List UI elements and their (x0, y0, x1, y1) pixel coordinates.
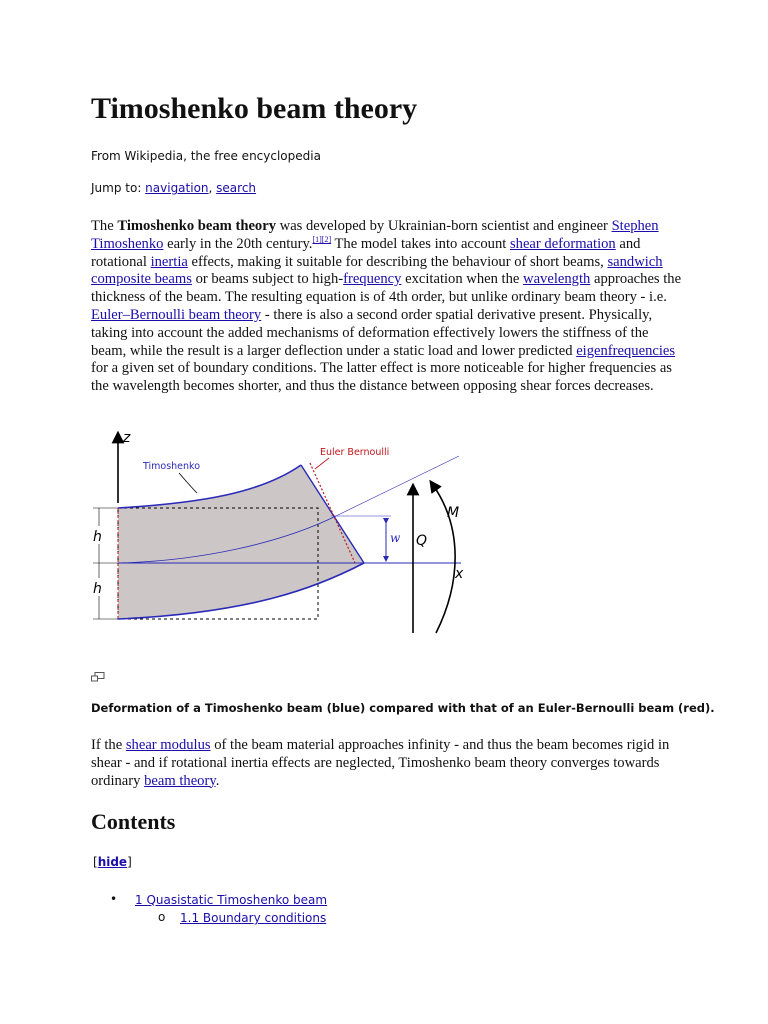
shear-modulus-link[interactable]: shear modulus (125, 737, 211, 753)
x-axis-label: x (455, 566, 464, 582)
h-bottom-label: h (93, 581, 102, 597)
intro-text: early in the 20th century. (163, 235, 313, 252)
neutral-axis-extension (336, 456, 459, 516)
beam-deformation-figure[interactable] (91, 423, 491, 638)
w-label: w (390, 531, 401, 545)
intro-text: excitation when the (401, 271, 524, 288)
eigenfrequencies-link[interactable]: eigenfrequencies (576, 342, 676, 359)
para-text: If the (91, 737, 126, 753)
jump-separator: , (208, 181, 217, 195)
search-link[interactable]: search (216, 181, 257, 195)
toc-bullet: o (158, 910, 166, 924)
jump-links (91, 181, 256, 195)
contents-heading: Contents (91, 809, 176, 834)
shear-force-label: Q (416, 533, 428, 549)
wavelength-link[interactable]: wavelength (523, 271, 591, 288)
figure-caption: Deformation of a Timoshenko beam (blue) compared with that of an Euler-Bernoulli beam (red). (91, 701, 715, 715)
intro-text: effects, making it suitable for describing the behaviour of short beams, (187, 253, 608, 270)
z-axis-label: z (123, 430, 131, 446)
deformed-beam-body (118, 465, 364, 619)
intro-paragraph (91, 218, 683, 396)
euler-bernoulli-label: Euler Bernoulli (320, 447, 390, 458)
reference-2-link[interactable]: [2] (321, 234, 332, 244)
navigation-link[interactable]: navigation (145, 181, 209, 195)
intro-text: was developed by Ukrainian-born scientist and engineer (276, 218, 612, 234)
moment-label: M (447, 505, 460, 521)
intro-text: or beams subject to high- (191, 271, 344, 288)
toggle-bracket: [ (93, 855, 98, 869)
shear-deformation-link[interactable]: shear deformation (509, 235, 616, 252)
jump-prefix: Jump to: (91, 181, 146, 195)
contents-toggle (93, 855, 132, 869)
stephen-timoshenko-link[interactable]: Stephen Timoshenko (91, 218, 659, 252)
intro-text: - there is also a second order spatial derivative present. Physically, taking into account the added mechanisms of deformation effectively lowers the stiffness of the beam, while the result is a larger deflection under a static load and lower predicted (91, 306, 653, 359)
sandwich-composite-beams-link[interactable]: sandwich composite beams (91, 253, 663, 288)
toc-link-quasistatic-timoshenko-beam[interactable]: 1 Quasistatic Timoshenko beam (135, 893, 328, 907)
h-top-label: h (93, 529, 102, 545)
reference-1-link[interactable]: [1] (312, 234, 322, 244)
intro-text: and rotational (91, 235, 641, 270)
tagline: From Wikipedia, the free encyclopedia (91, 149, 321, 163)
toggle-bracket: ] (127, 855, 132, 869)
intro-bold-term: Timoshenko beam theory (117, 218, 276, 234)
intro-text: for a given set of boundary conditions. The latter effect is more noticeable for higher frequencies as the wavelength becomes shorter, and thus the distance between opposing shear forces decreases. (91, 360, 672, 395)
hide-contents-link[interactable]: hide (97, 855, 128, 869)
intro-text: approaches the thickness of the beam. The resulting equation is of 4th order, but unlike ordinary beam theory - i.e. (91, 271, 682, 306)
inertia-link[interactable]: inertia (150, 253, 188, 270)
frequency-link[interactable]: frequency (343, 271, 402, 288)
shear-modulus-paragraph (91, 737, 683, 790)
para-text: . (215, 772, 220, 789)
timoshenko-pointer (179, 473, 197, 493)
intro-text: The model takes into account (331, 235, 510, 252)
timoshenko-label: Timoshenko (143, 461, 201, 472)
para-text: of the beam material approaches infinity - and thus the beam becomes rigid in shear - and if rotational inertia effects are neglected, Timoshenko beam theory converges towards ordinary (91, 737, 670, 789)
page-title: Timoshenko beam theory (91, 92, 418, 125)
intro-text: The (91, 218, 118, 234)
euler-bernoulli-pointer (315, 458, 329, 469)
toc-link-boundary-conditions[interactable]: 1.1 Boundary conditions (180, 911, 327, 925)
toc-bullet: • (110, 892, 118, 906)
beam-theory-link[interactable]: beam theory (144, 772, 216, 789)
enlarge-icon[interactable] (91, 672, 105, 682)
euler-bernoulli-link[interactable]: Euler–Bernoulli beam theory (91, 306, 262, 323)
